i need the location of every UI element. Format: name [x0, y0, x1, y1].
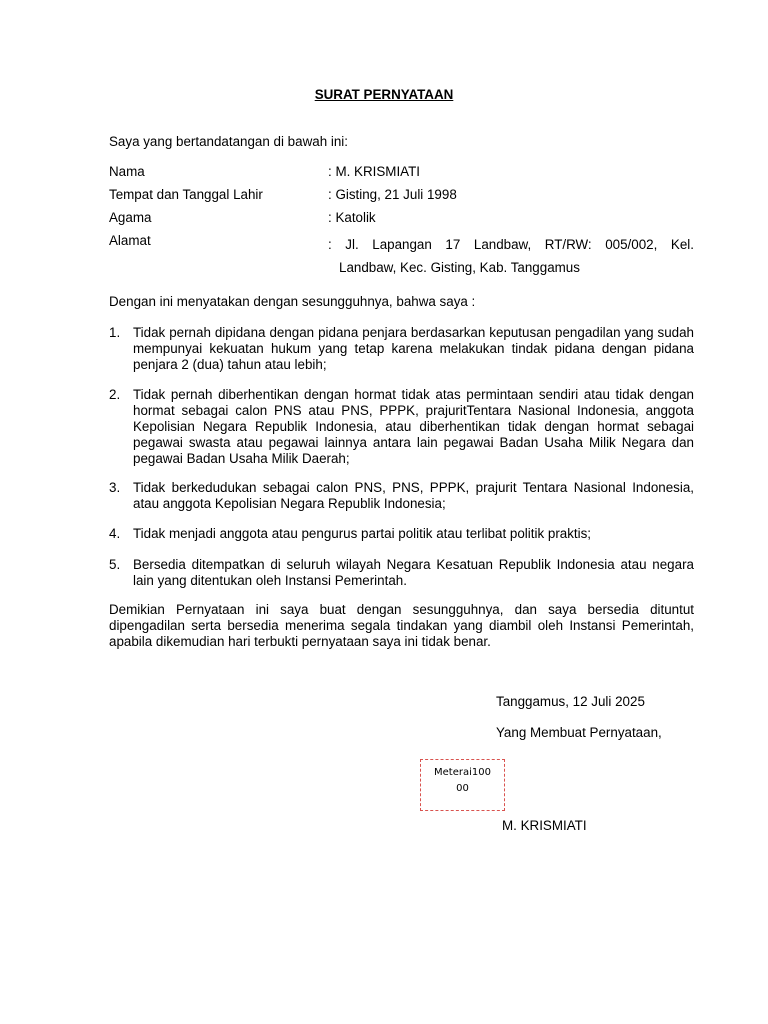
statement-text: Tidak menjadi anggota atau pengurus partai politik atau terlibat politik praktis;	[133, 526, 592, 541]
statement-number: 3.	[109, 480, 121, 495]
maker-label: Yang Membuat Pernyataan,	[496, 725, 662, 740]
alamat-line-1: : Jl. Lapangan 17 Landbaw, RT/RW: 005/002, Kel.	[328, 237, 694, 252]
closing-paragraph: Demikian Pernyataan ini saya buat dengan sesungguhnya, dan saya bersedia dituntut dipengadilan serta bersedia menerima segala tindakan yang diambil oleh Instansi Pemerintah, apabila dikemudian hari terbukti pernyataan saya ini tidak benar.	[109, 602, 694, 649]
statement-item	[109, 480, 694, 512]
document-title: SURAT PERNYATAAN	[314, 87, 454, 102]
field-value-nama: : M. KRISMIATI	[328, 164, 421, 179]
statement-number: 5.	[109, 557, 121, 572]
stamp-placeholder	[420, 759, 505, 811]
signer-name: M. KRISMIATI	[502, 818, 587, 833]
declaration-intro: Dengan ini menyatakan dengan sesungguhnya, bahwa saya :	[109, 294, 476, 309]
field-value-agama: : Katolik	[328, 210, 376, 225]
field-label-nama: Nama	[109, 164, 145, 179]
place-date: Tanggamus, 12 Juli 2025	[496, 694, 645, 709]
intro-text: Saya yang bertandatangan di bawah ini:	[109, 134, 348, 149]
statement-text: Tidak berkedudukan sebagai calon PNS, PNS, PPPK, prajurit Tentara Nasional Indonesia, atau anggota Kepolisian Negara Republik Indonesia;	[133, 480, 694, 511]
field-label-agama: Agama	[109, 210, 152, 225]
statement-item	[109, 526, 694, 542]
statement-item	[109, 325, 694, 373]
statement-number: 1.	[109, 325, 121, 340]
statement-number: 2.	[109, 387, 121, 402]
statement-number: 4.	[109, 526, 121, 541]
field-label-alamat: Alamat	[109, 233, 151, 248]
statement-text: Tidak pernah diberhentikan dengan hormat tidak atas permintaan sendiri atau tidak dengan hormat sebagai calon PNS atau PNS, PPPK, prajuritTentara Nasional Indonesia, anggota Kepolisian Negara Republik Indonesia, atau diberhentikan tidak dengan hormat sebagai pegawai swasta atau pegawai lainnya antara lain pegawai Badan Usaha Milik Negara dan pegawai Badan Usaha Milik Daerah;	[133, 387, 694, 466]
field-value-ttl: : Gisting, 21 Juli 1998	[328, 187, 457, 202]
stamp-text-line-1: Meterai100	[434, 767, 491, 778]
alamat-line-2: Landbaw, Kec. Gisting, Kab. Tanggamus	[339, 260, 580, 275]
field-value-alamat	[328, 233, 694, 279]
statement-text: Bersedia ditempatkan di seluruh wilayah Negara Kesatuan Republik Indonesia atau negara lain yang ditentukan oleh Instansi Pemerintah.	[133, 557, 694, 588]
stamp-text-line-2: 00	[456, 783, 469, 794]
field-label-ttl: Tempat dan Tanggal Lahir	[109, 187, 263, 202]
statement-item	[109, 557, 694, 589]
statement-text: Tidak pernah dipidana dengan pidana penjara berdasarkan keputusan pengadilan yang sudah mempunyai kekuatan hukum yang tetap karena melakukan tindak pidana dengan pidana penjara 2 (dua) tahun atau lebih;	[133, 325, 694, 372]
statement-item	[109, 387, 694, 467]
